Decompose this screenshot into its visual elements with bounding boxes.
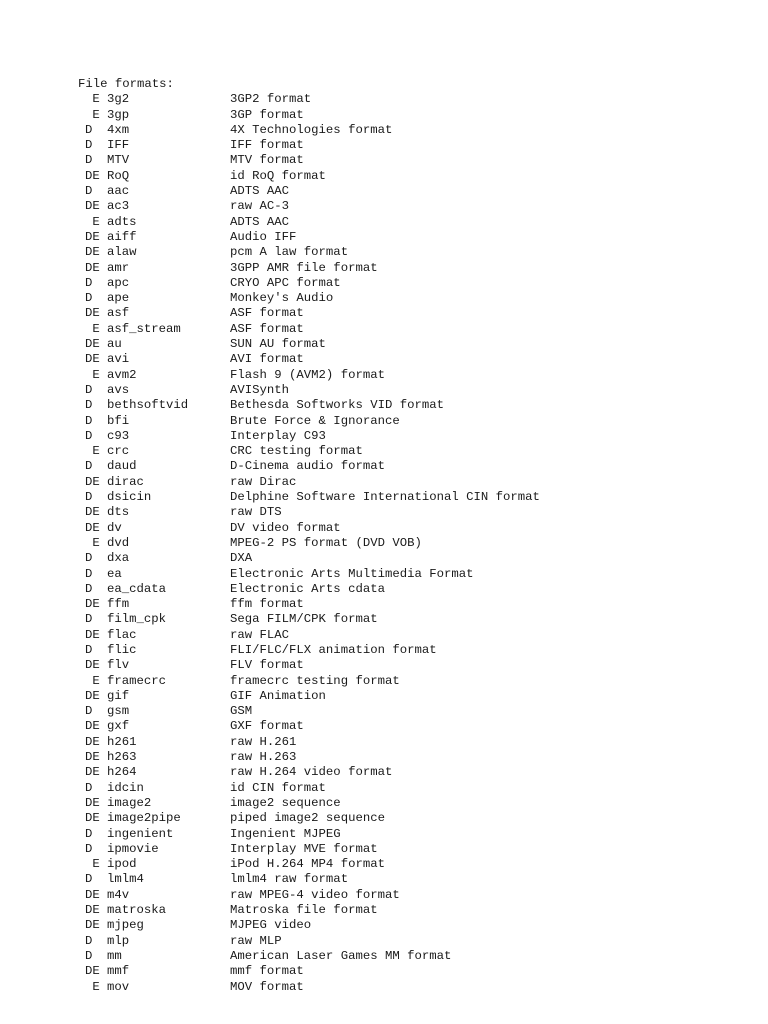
format-description: image2 sequence [230, 795, 341, 810]
format-row [78, 811, 540, 826]
format-flags: D [85, 551, 100, 566]
format-row [78, 658, 540, 673]
format-name: h264 [107, 765, 137, 780]
format-row [78, 536, 540, 551]
format-name: asf_stream [107, 321, 181, 336]
format-description: raw DTS [230, 505, 282, 520]
format-description: raw Dirac [230, 474, 297, 489]
format-description: framecrc testing format [230, 673, 400, 688]
format-row [78, 674, 540, 689]
format-row [78, 184, 540, 199]
format-flags: DE [85, 903, 100, 918]
format-flags: D [85, 275, 100, 290]
format-row [78, 750, 540, 765]
format-description: DV video format [230, 520, 341, 535]
format-name: flic [107, 642, 137, 657]
format-row [78, 719, 540, 734]
format-description: SUN AU format [230, 337, 326, 352]
format-flags: DE [85, 765, 100, 780]
format-name: film_cpk [107, 612, 167, 627]
format-flags: E [85, 444, 100, 459]
format-description: Flash 9 (AVM2) format [230, 367, 385, 382]
format-row [78, 918, 540, 933]
format-flags: E [85, 535, 100, 550]
format-description: Electronic Arts cdata [230, 581, 385, 596]
format-name: mm [107, 948, 122, 963]
format-row [78, 352, 540, 367]
format-flags: DE [85, 627, 100, 642]
format-description: raw MPEG-4 video format [230, 887, 400, 902]
format-description: Electronic Arts Multimedia Format [230, 566, 474, 581]
format-description: id CIN format [230, 780, 326, 795]
format-description: lmlm4 raw format [230, 872, 349, 887]
format-name: ipod [107, 857, 137, 872]
format-flags: E [85, 367, 100, 382]
format-name: au [107, 337, 122, 352]
format-flags: DE [85, 260, 100, 275]
format-flags: D [85, 566, 100, 581]
format-flags: D [85, 459, 100, 474]
format-flags: DE [85, 734, 100, 749]
format-description: Interplay MVE format [230, 841, 378, 856]
format-description: Matroska file format [230, 903, 378, 918]
format-row [78, 735, 540, 750]
format-name: avi [107, 352, 130, 367]
format-row [78, 781, 540, 796]
format-name: h261 [107, 734, 137, 749]
format-name: amr [107, 260, 130, 275]
format-name: mov [107, 979, 130, 994]
format-row [78, 245, 540, 260]
format-description: CRYO APC format [230, 275, 341, 290]
format-flags: DE [85, 719, 100, 734]
format-description: Monkey's Audio [230, 291, 334, 306]
format-flags: D [85, 122, 100, 137]
format-flags: DE [85, 520, 100, 535]
format-description: AVISynth [230, 382, 290, 397]
format-description: Sega FILM/CPK format [230, 612, 378, 627]
format-description: Audio IFF [230, 229, 297, 244]
format-row [78, 383, 540, 398]
format-name: MTV [107, 153, 130, 168]
format-row [78, 459, 540, 474]
format-flags: DE [85, 918, 100, 933]
format-flags: D [85, 933, 100, 948]
format-description: ASF format [230, 306, 304, 321]
format-flags: D [85, 382, 100, 397]
format-description: raw H.261 [230, 734, 297, 749]
format-row [78, 153, 540, 168]
format-description: Ingenient MJPEG [230, 826, 341, 841]
format-name: ea_cdata [107, 581, 167, 596]
format-description: MPEG-2 PS format (DVD VOB) [230, 535, 422, 550]
format-description: Delphine Software International CIN format [230, 490, 540, 505]
format-name: avm2 [107, 367, 137, 382]
format-row [78, 337, 540, 352]
format-flags: D [85, 184, 100, 199]
format-description: ffm format [230, 597, 304, 612]
format-flags: E [85, 92, 100, 107]
format-row [78, 903, 540, 918]
format-name: apc [107, 275, 130, 290]
format-name: ipmovie [107, 841, 159, 856]
format-name: dxa [107, 551, 130, 566]
format-name: c93 [107, 428, 130, 443]
format-name: avs [107, 382, 130, 397]
format-flags: DE [85, 811, 100, 826]
format-flags: E [85, 107, 100, 122]
format-description: iPod H.264 MP4 format [230, 857, 385, 872]
format-name: dirac [107, 474, 144, 489]
format-row [78, 872, 540, 887]
format-flags: D [85, 581, 100, 596]
format-row [78, 857, 540, 872]
format-description: FLI/FLC/FLX animation format [230, 642, 437, 657]
format-flags: E [85, 214, 100, 229]
format-description: Interplay C93 [230, 428, 326, 443]
format-description: D-Cinema audio format [230, 459, 385, 474]
format-description: ADTS AAC [230, 214, 290, 229]
format-description: raw H.263 [230, 750, 297, 765]
format-row [78, 980, 540, 995]
format-flags: D [85, 704, 100, 719]
format-row [78, 276, 540, 291]
format-name: ffm [107, 597, 130, 612]
format-row [78, 612, 540, 627]
format-flags: DE [85, 474, 100, 489]
format-flags: D [85, 841, 100, 856]
format-row [78, 368, 540, 383]
format-description: 3GPP AMR file format [230, 260, 378, 275]
format-flags: D [85, 780, 100, 795]
format-flags: D [85, 642, 100, 657]
format-row [78, 429, 540, 444]
format-row [78, 796, 540, 811]
format-row [78, 199, 540, 214]
format-name: ac3 [107, 199, 130, 214]
format-row [78, 842, 540, 857]
format-description: raw H.264 video format [230, 765, 393, 780]
format-description: Brute Force & Ignorance [230, 413, 400, 428]
format-name: 3g2 [107, 92, 130, 107]
format-description: MOV format [230, 979, 304, 994]
format-name: dsicin [107, 490, 152, 505]
format-description: 3GP2 format [230, 92, 312, 107]
format-row [78, 567, 540, 582]
format-row [78, 689, 540, 704]
format-row [78, 108, 540, 123]
format-row [78, 414, 540, 429]
format-row [78, 551, 540, 566]
format-description: 3GP format [230, 107, 304, 122]
format-row [78, 704, 540, 719]
format-flags: E [85, 321, 100, 336]
format-row [78, 582, 540, 597]
format-list [78, 92, 540, 995]
format-flags: DE [85, 505, 100, 520]
format-flags: D [85, 138, 100, 153]
format-name: gxf [107, 719, 130, 734]
format-name: lmlm4 [107, 872, 144, 887]
format-name: RoQ [107, 168, 130, 183]
format-row [78, 230, 540, 245]
format-name: gsm [107, 704, 130, 719]
format-description: DXA [230, 551, 253, 566]
format-flags: DE [85, 168, 100, 183]
format-description: id RoQ format [230, 168, 326, 183]
format-name: crc [107, 444, 130, 459]
format-description: MTV format [230, 153, 304, 168]
format-row [78, 765, 540, 780]
format-description: GSM [230, 704, 253, 719]
format-flags: DE [85, 199, 100, 214]
format-flags: E [85, 979, 100, 994]
format-row [78, 123, 540, 138]
format-flags: D [85, 398, 100, 413]
format-name: gif [107, 688, 130, 703]
format-row [78, 934, 540, 949]
format-name: alaw [107, 245, 137, 260]
format-description: Bethesda Softworks VID format [230, 398, 445, 413]
format-row [78, 291, 540, 306]
format-name: 3gp [107, 107, 130, 122]
format-row [78, 261, 540, 276]
format-flags: DE [85, 887, 100, 902]
format-row [78, 888, 540, 903]
format-name: mjpeg [107, 918, 144, 933]
format-row [78, 215, 540, 230]
format-flags: D [85, 153, 100, 168]
format-flags: D [85, 612, 100, 627]
format-description: GIF Animation [230, 688, 326, 703]
format-description: raw AC-3 [230, 199, 290, 214]
format-name: ape [107, 291, 130, 306]
format-row [78, 521, 540, 536]
format-name: bethsoftvid [107, 398, 189, 413]
format-description: IFF format [230, 138, 304, 153]
format-flags: D [85, 826, 100, 841]
format-name: m4v [107, 887, 130, 902]
format-flags: DE [85, 795, 100, 810]
format-name: matroska [107, 903, 167, 918]
format-row [78, 138, 540, 153]
format-name: mlp [107, 933, 130, 948]
format-name: image2 [107, 795, 152, 810]
format-description: MJPEG video [230, 918, 312, 933]
format-name: flac [107, 627, 137, 642]
format-description: 4X Technologies format [230, 122, 393, 137]
format-description: ASF format [230, 321, 304, 336]
format-flags: E [85, 673, 100, 688]
format-name: flv [107, 658, 130, 673]
format-description: GXF format [230, 719, 304, 734]
format-row [78, 398, 540, 413]
format-row [78, 169, 540, 184]
format-row [78, 475, 540, 490]
format-description: American Laser Games MM format [230, 948, 452, 963]
format-flags: DE [85, 229, 100, 244]
format-name: dts [107, 505, 130, 520]
document-page [78, 77, 540, 995]
format-name: idcin [107, 780, 144, 795]
format-row [78, 949, 540, 964]
format-row [78, 827, 540, 842]
format-row [78, 597, 540, 612]
format-row [78, 505, 540, 520]
format-flags: E [85, 857, 100, 872]
format-flags: DE [85, 245, 100, 260]
format-flags: DE [85, 964, 100, 979]
format-description: mmf format [230, 964, 304, 979]
format-flags: DE [85, 597, 100, 612]
format-name: aiff [107, 229, 137, 244]
format-flags: D [85, 413, 100, 428]
format-name: ea [107, 566, 122, 581]
format-row [78, 92, 540, 107]
format-flags: D [85, 948, 100, 963]
format-flags: DE [85, 337, 100, 352]
page-heading: File formats: [78, 77, 174, 91]
format-flags: DE [85, 306, 100, 321]
format-flags: D [85, 428, 100, 443]
format-flags: DE [85, 352, 100, 367]
format-row [78, 628, 540, 643]
format-description: FLV format [230, 658, 304, 673]
format-description: AVI format [230, 352, 304, 367]
format-flags: D [85, 490, 100, 505]
format-row [78, 643, 540, 658]
format-row [78, 964, 540, 979]
format-name: h263 [107, 750, 137, 765]
format-description: pcm A law format [230, 245, 349, 260]
format-name: mmf [107, 964, 130, 979]
format-description: CRC testing format [230, 444, 363, 459]
format-name: asf [107, 306, 130, 321]
format-name: daud [107, 459, 137, 474]
format-name: bfi [107, 413, 130, 428]
format-name: dv [107, 520, 122, 535]
format-name: ingenient [107, 826, 174, 841]
format-row [78, 490, 540, 505]
format-flags: DE [85, 658, 100, 673]
format-description: ADTS AAC [230, 184, 290, 199]
format-flags: D [85, 872, 100, 887]
format-description: piped image2 sequence [230, 811, 385, 826]
format-name: adts [107, 214, 137, 229]
format-description: raw MLP [230, 933, 282, 948]
format-row [78, 306, 540, 321]
format-name: dvd [107, 535, 130, 550]
format-name: aac [107, 184, 130, 199]
format-flags: D [85, 291, 100, 306]
format-row [78, 322, 540, 337]
format-name: framecrc [107, 673, 167, 688]
format-description: raw FLAC [230, 627, 290, 642]
format-name: IFF [107, 138, 130, 153]
format-name: 4xm [107, 122, 130, 137]
format-row [78, 444, 540, 459]
format-flags: DE [85, 750, 100, 765]
format-flags: DE [85, 688, 100, 703]
format-name: image2pipe [107, 811, 181, 826]
